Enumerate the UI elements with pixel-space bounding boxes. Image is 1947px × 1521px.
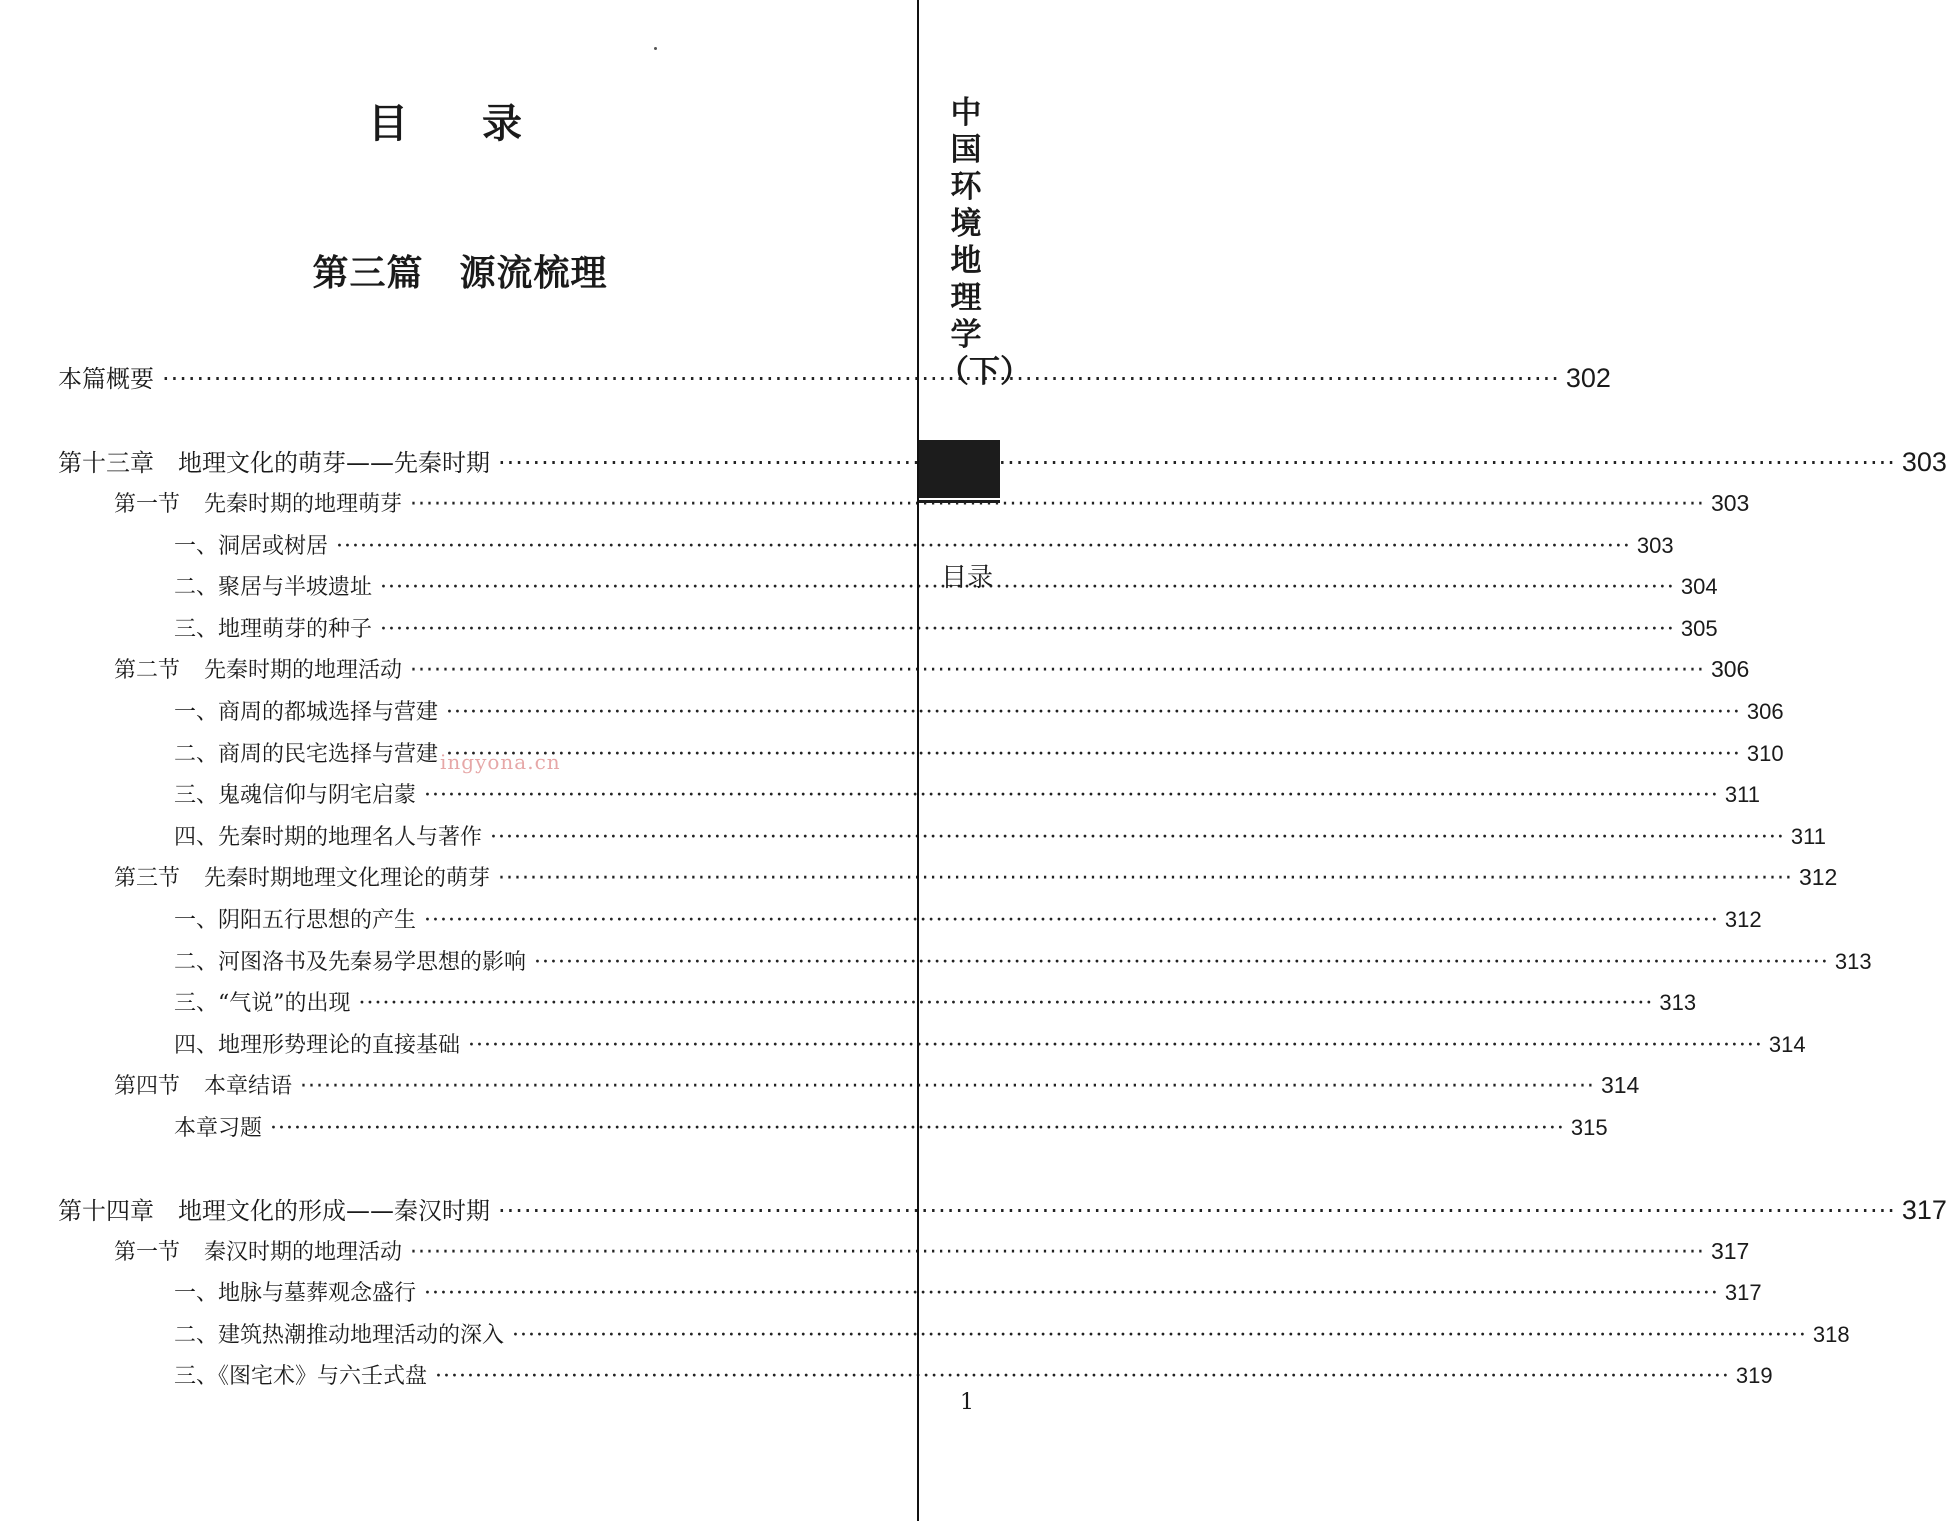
side-book-title: 中国环境地理学（下） <box>938 95 1031 390</box>
toc-item[interactable] <box>58 691 1784 733</box>
toc-section-label <box>114 1232 402 1274</box>
toc-page-number: 305 <box>1680 615 1718 641</box>
side-tab-underline <box>919 500 1000 503</box>
leader-dots <box>424 1273 1719 1315</box>
scan-speck <box>654 47 657 50</box>
watermark: ingyona.cn <box>440 750 561 774</box>
leader-dots <box>410 1232 1705 1274</box>
toc-item-label <box>174 609 372 651</box>
toc-section-label <box>114 1066 292 1108</box>
toc-item[interactable] <box>58 941 1872 983</box>
leader-dots <box>534 942 1829 984</box>
leader-dots <box>424 900 1719 942</box>
page-number: 1 <box>960 1390 974 1415</box>
leader-dots <box>490 817 1785 859</box>
toc-page-number: 303 <box>1901 447 1947 477</box>
toc-item[interactable] <box>58 899 1762 941</box>
toc-item-label <box>174 734 438 776</box>
toc-page-number: 319 <box>1735 1363 1773 1389</box>
item-title: 三、鬼魂信仰与阴宅启蒙 <box>174 783 417 809</box>
item-title: 二、聚居与半坡遗址 <box>174 575 373 601</box>
toc-page-number: 314 <box>1768 1031 1806 1057</box>
item-title: 三、地理萌芽的种子 <box>174 616 373 642</box>
leader-dots <box>300 1066 1595 1108</box>
toc-item[interactable] <box>58 816 1826 858</box>
toc-section[interactable] <box>58 1231 1750 1273</box>
toc-page-number: 304 <box>1680 574 1718 600</box>
toc-chapter-label <box>58 1190 490 1232</box>
chapter-title: 地理文化的萌芽——先秦时期 <box>178 449 490 477</box>
leader-dots <box>446 734 1741 776</box>
toc-page-number: 313 <box>1659 990 1697 1016</box>
toc-section[interactable] <box>58 1065 1640 1107</box>
section-number: 第四节 <box>114 1074 181 1100</box>
section-title: 秦汉时期的地理活动 <box>204 1239 403 1265</box>
toc-page-number: 318 <box>1812 1321 1850 1347</box>
side-tab-bar <box>919 440 1000 498</box>
item-title: 一、地脉与墓葬观念盛行 <box>174 1281 417 1307</box>
toc-item-label <box>174 526 328 568</box>
toc-chapter[interactable] <box>58 441 1947 483</box>
toc-item-label <box>174 1108 262 1150</box>
leader-dots <box>410 484 1705 526</box>
toc-item-label <box>174 567 372 609</box>
toc-item-label <box>174 1025 460 1067</box>
section-title: 先秦时期的地理萌芽 <box>204 492 403 517</box>
toc-item[interactable] <box>58 774 1760 816</box>
toc-item[interactable] <box>58 1107 1608 1149</box>
toc-item-label <box>174 1315 504 1357</box>
toc-item[interactable] <box>58 1314 1850 1356</box>
item-title: 二、建筑热潮推动地理活动的深入 <box>174 1322 505 1348</box>
toc-page-number: 303 <box>1710 490 1750 516</box>
leader-dots <box>498 858 1793 900</box>
chapter-number: 第十三章 <box>58 449 154 477</box>
leader-dots <box>359 983 1654 1025</box>
page-title: 目 录 <box>368 101 552 147</box>
toc-intro-label: 本篇概要 <box>58 365 154 393</box>
item-title: 一、商周的都城选择与营建 <box>174 699 439 725</box>
toc-item[interactable] <box>58 1272 1762 1314</box>
margin-rule <box>917 0 919 1521</box>
toc-page-number: 317 <box>1724 1280 1762 1306</box>
item-title: 一、洞居或树居 <box>174 533 329 559</box>
toc-item-label <box>174 942 526 984</box>
toc-page-number: 303 <box>1636 532 1674 558</box>
leader-dots <box>446 692 1741 734</box>
leader-dots <box>162 358 1560 400</box>
leader-dots <box>498 442 1896 484</box>
toc-page-number: 317 <box>1901 1194 1947 1225</box>
toc-section[interactable] <box>58 857 1838 899</box>
item-title: 三、“气说”的出现 <box>174 991 351 1017</box>
toc-section[interactable] <box>58 649 1750 691</box>
toc-chapter-label <box>58 442 490 484</box>
section-number: 第一节 <box>114 1239 181 1265</box>
part-name: 源流梳理 <box>459 253 608 294</box>
leader-dots <box>410 650 1705 692</box>
toc-section-label <box>114 484 402 526</box>
toc-page-number: 310 <box>1746 740 1784 766</box>
part-number: 第三篇 <box>312 253 424 294</box>
toc-item-label <box>174 1273 416 1315</box>
toc-page-number: 314 <box>1600 1072 1640 1099</box>
toc-item[interactable] <box>58 525 1674 567</box>
chapter-title: 地理文化的形成——秦汉时期 <box>178 1196 490 1225</box>
toc-page-number: 312 <box>1798 864 1838 891</box>
toc-item-label <box>174 1356 427 1398</box>
section-number: 第一节 <box>114 492 181 517</box>
leader-dots <box>380 567 1675 609</box>
item-title: 一、阴阳五行思想的产生 <box>174 907 417 933</box>
toc-section[interactable] <box>58 483 1750 525</box>
toc-page-number: 306 <box>1710 656 1750 683</box>
toc-page-number: 312 <box>1724 906 1762 932</box>
toc-item[interactable] <box>58 982 1697 1024</box>
item-title: 二、河图洛书及先秦易学思想的影响 <box>174 949 527 975</box>
chapter-number: 第十四章 <box>58 1196 154 1225</box>
toc-item[interactable] <box>58 1355 1773 1397</box>
item-title: 三、《图宅术》与六壬式盘 <box>174 1364 428 1390</box>
toc-item-label <box>174 692 438 734</box>
toc-item-label <box>174 900 416 942</box>
toc-page-number: 311 <box>1790 823 1826 849</box>
leader-dots <box>512 1315 1807 1357</box>
toc-page-number: 313 <box>1834 948 1872 974</box>
leader-dots <box>468 1025 1763 1067</box>
item-title: 四、先秦时期的地理名人与著作 <box>174 824 483 850</box>
toc-item[interactable] <box>58 1024 1806 1066</box>
item-title: 四、地理形势理论的直接基础 <box>174 1032 461 1058</box>
toc-page-number: 302 <box>1565 363 1611 393</box>
toc-page-number: 306 <box>1746 698 1784 724</box>
toc-section-label <box>114 650 402 692</box>
item-title: 本章习题 <box>174 1115 263 1141</box>
toc-item-label <box>174 983 351 1025</box>
side-section-label: 目录 <box>940 563 993 593</box>
toc-section-label <box>114 858 490 900</box>
section-title: 先秦时期的地理活动 <box>204 658 403 684</box>
part-heading <box>0 245 920 296</box>
section-title: 本章结语 <box>204 1074 293 1100</box>
toc-chapter[interactable] <box>58 1189 1947 1231</box>
leader-dots <box>380 609 1675 651</box>
toc-page-number: 315 <box>1570 1114 1608 1140</box>
section-number: 第三节 <box>114 866 181 892</box>
section-number: 第二节 <box>114 658 181 684</box>
toc-page-number: 311 <box>1724 782 1760 808</box>
leader-dots <box>435 1356 1730 1398</box>
toc-intro[interactable] <box>58 357 1611 401</box>
leader-dots <box>424 775 1719 817</box>
toc-item-label <box>174 817 482 859</box>
section-title: 先秦时期地理文化理论的萌芽 <box>204 866 491 892</box>
toc-item[interactable] <box>58 608 1718 650</box>
toc-item-label <box>174 775 416 817</box>
toc-page-number: 317 <box>1710 1237 1750 1264</box>
item-title: 二、商周的民宅选择与营建 <box>174 741 439 767</box>
leader-dots <box>498 1190 1896 1232</box>
